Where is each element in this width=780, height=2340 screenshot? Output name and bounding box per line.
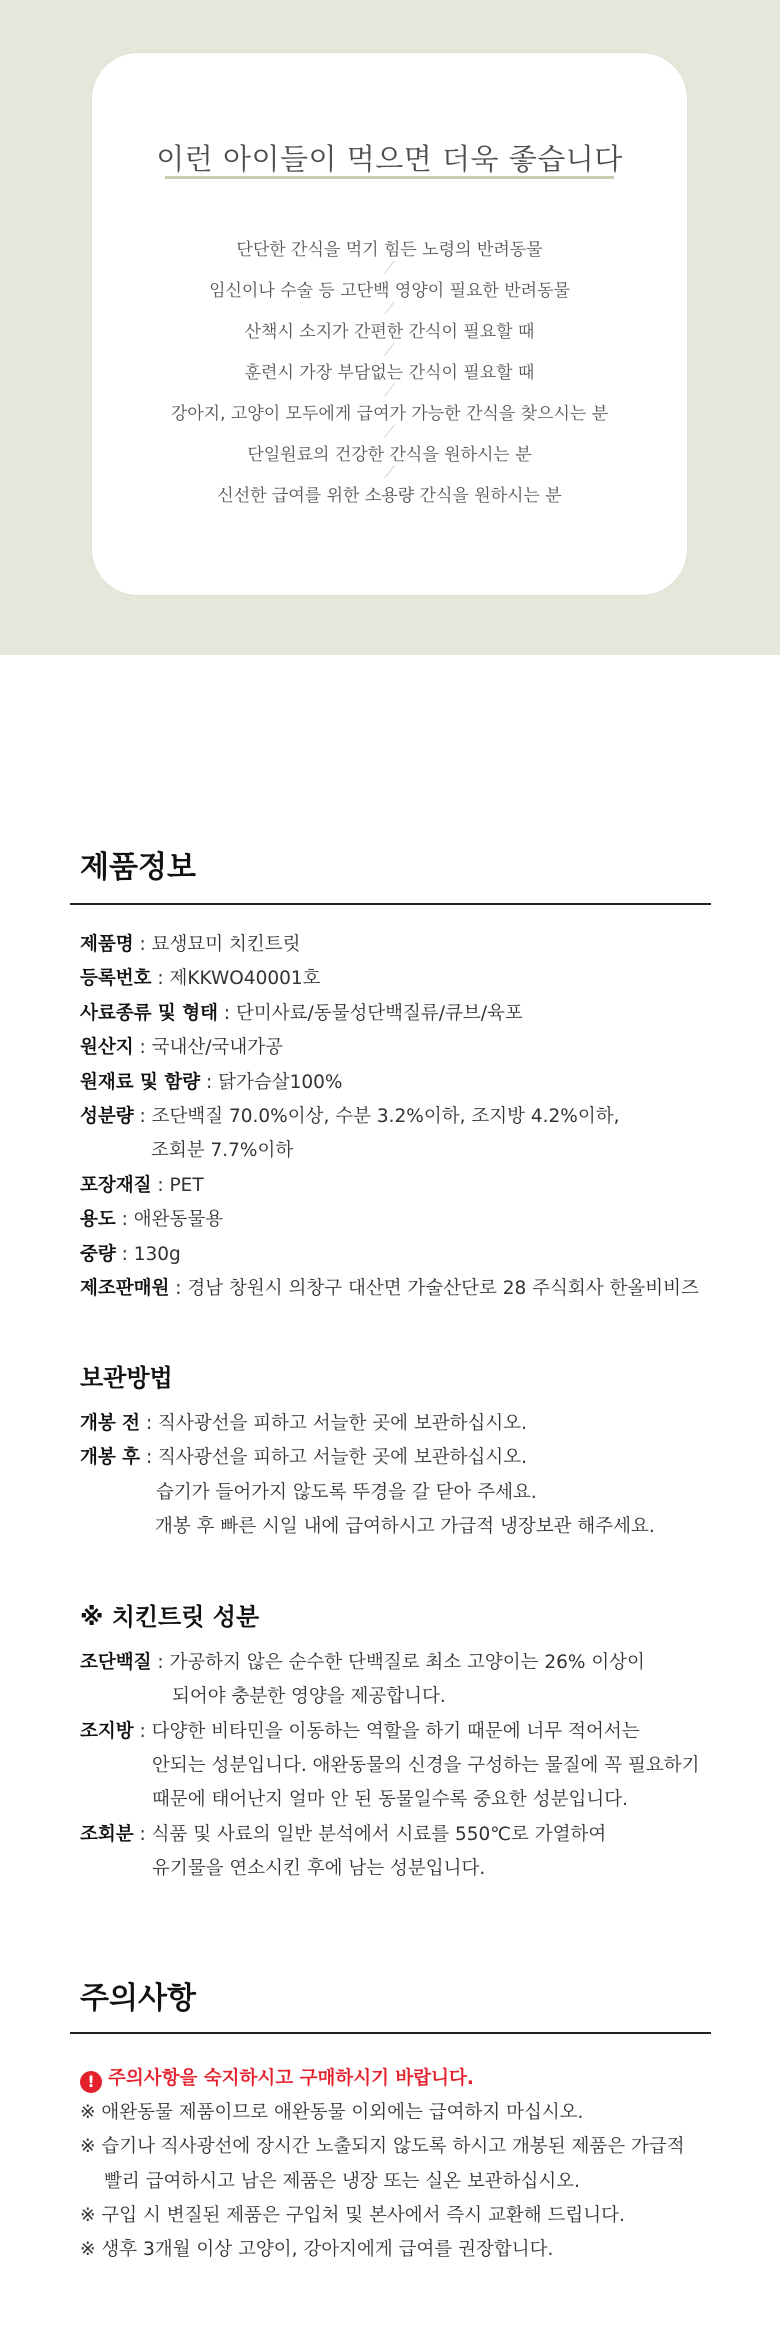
storage-title: 보관방법 bbox=[80, 1364, 173, 1392]
info-row bbox=[80, 1240, 181, 1266]
info-value: : 애완동물용 bbox=[115, 1209, 224, 1231]
caution-divider bbox=[70, 2032, 711, 2034]
info-label: 원재료 및 함량 bbox=[80, 1071, 201, 1093]
info-row bbox=[80, 999, 523, 1025]
info-value: : 경남 창원시 의창구 대산면 가술산단로 28 주식회사 한올비비즈 bbox=[169, 1278, 699, 1299]
card-title: 이런 아이들이 먹으면 더욱 좋습니다 bbox=[156, 142, 623, 176]
slash-divider bbox=[384, 342, 395, 355]
info-label: 용도 bbox=[80, 1209, 116, 1231]
info-value: 조회분 7.7%이하 bbox=[151, 1140, 294, 1162]
recommendation-card bbox=[92, 53, 687, 595]
info-row bbox=[152, 1854, 485, 1880]
info-label: 개봉 전 bbox=[80, 1413, 141, 1434]
recommendation-item: 강아지, 고양이 모두에게 급여가 가능한 간식을 찾으시는 분 bbox=[170, 404, 609, 424]
recommendation-item: 임신이나 수술 등 고단백 영양이 필요한 반려동물 bbox=[209, 281, 570, 301]
info-row bbox=[80, 1820, 606, 1846]
info-value: : 식품 및 사료의 일반 분석에서 시료를 550℃로 가열하여 bbox=[133, 1823, 607, 1845]
info-row bbox=[80, 1068, 342, 1094]
caution-title: 주의사항 bbox=[80, 1981, 196, 2016]
info-label: 성분량 bbox=[80, 1106, 134, 1127]
info-row bbox=[80, 1205, 223, 1231]
info-label: 제조판매원 bbox=[80, 1278, 170, 1299]
info-value: : 제KKWO40001호 bbox=[151, 968, 321, 990]
info-value: 습기가 들어가지 않도록 뚜경을 갈 닫아 주세요. bbox=[156, 1481, 537, 1503]
info-value: : 가공하지 않은 순수한 단백질로 최소 고양이는 26% 이상이 bbox=[151, 1652, 645, 1673]
info-label: 원산지 bbox=[80, 1037, 134, 1059]
info-label: 제품명 bbox=[80, 934, 134, 955]
exclamation-icon: ! bbox=[80, 2071, 102, 2093]
info-label: 조단백질 bbox=[80, 1652, 152, 1673]
info-row bbox=[172, 1682, 446, 1708]
info-value: : 닭가슴살100% bbox=[200, 1071, 343, 1093]
caution-item: ※ 애완동물 제품이므로 애완동물 이외에는 급여하지 마십시오. bbox=[80, 2102, 584, 2123]
info-row bbox=[152, 1785, 628, 1811]
info-row bbox=[80, 1409, 527, 1435]
info-value: : 국내산/국내가공 bbox=[133, 1037, 283, 1059]
info-row bbox=[80, 1171, 204, 1197]
info-label: 조회분 bbox=[80, 1823, 134, 1845]
recommendation-item: 훈련시 가장 부담없는 간식이 필요할 때 bbox=[244, 363, 535, 383]
info-row bbox=[80, 1443, 527, 1469]
info-value: 안되는 성분입니다. 애완동물의 신경을 구성하는 물질에 꼭 필요하기 bbox=[152, 1754, 700, 1776]
info-value: : 130g bbox=[115, 1243, 181, 1265]
product-info-title: 제품정보 bbox=[80, 850, 196, 885]
info-label: 중량 bbox=[80, 1243, 116, 1265]
info-row bbox=[80, 964, 321, 990]
caution-item: ※ 습기나 직사광선에 장시간 노출되지 않도록 하시고 개봉된 제품은 가급적 bbox=[80, 2136, 685, 2158]
info-label: 조지방 bbox=[80, 1720, 134, 1742]
info-value: : PET bbox=[151, 1174, 204, 1196]
info-value: : 조단백질 70.0%이상, 수분 3.2%이하, 조지방 4.2%이하, bbox=[133, 1106, 620, 1127]
info-row bbox=[156, 1478, 537, 1504]
info-value: : 직사광선을 피하고 서늘한 곳에 보관하십시오. bbox=[140, 1447, 528, 1469]
info-label: 개봉 후 bbox=[80, 1447, 141, 1469]
caution-warning bbox=[80, 2064, 474, 2093]
info-row bbox=[80, 1274, 699, 1300]
info-row bbox=[151, 1136, 293, 1162]
info-value: 때문에 태어난지 얼마 안 된 동물일수록 중요한 성분입니다. bbox=[152, 1789, 628, 1811]
info-value: : 다양한 비타민을 이동하는 역할을 하기 때문에 너무 적어서는 bbox=[133, 1720, 640, 1742]
info-value: 개봉 후 빠른 시일 내에 급여하시고 가급적 냉장보관 해주세요. bbox=[155, 1515, 655, 1537]
info-label: 포장재질 bbox=[80, 1174, 152, 1196]
info-value: : 묘생묘미 치킨트릿 bbox=[133, 934, 301, 955]
recommendation-item: 단일원료의 건강한 간식을 원하시는 분 bbox=[247, 445, 532, 465]
info-label: 사료종류 및 형태 bbox=[80, 1002, 218, 1024]
card-title-underline bbox=[165, 176, 614, 179]
recommendation-item: 단단한 간식을 먹기 힘든 노령의 반려동물 bbox=[236, 240, 543, 260]
info-label: 등록번호 bbox=[80, 968, 152, 990]
info-row bbox=[155, 1512, 655, 1538]
slash-divider bbox=[384, 260, 395, 273]
info-row bbox=[152, 1751, 699, 1777]
info-value: 되어야 충분한 영양을 제공합니다. bbox=[172, 1686, 446, 1708]
info-row bbox=[80, 930, 300, 956]
info-value: : 단미사료/동물성단백질류/큐브/육포 bbox=[217, 1002, 523, 1024]
info-value: : 직사광선을 피하고 서늘한 곳에 보관하십시오. bbox=[140, 1413, 528, 1434]
slash-divider bbox=[384, 301, 395, 314]
caution-warning-text: 주의사항을 숙지하시고 구매하시기 바랍니다. bbox=[108, 2068, 474, 2089]
info-value: 유기물을 연소시킨 후에 남는 성분입니다. bbox=[152, 1857, 486, 1879]
caution-item: ※ 생후 3개월 이상 고양이, 강아지에게 급여를 권장합니다. bbox=[80, 2239, 554, 2261]
recommendation-item: 산책시 소지가 간편한 간식이 필요할 때 bbox=[244, 322, 535, 342]
slash-divider bbox=[384, 383, 395, 396]
recommendation-item: 신선한 급여를 위한 소용량 간식을 원하시는 분 bbox=[217, 486, 562, 506]
product-info-divider bbox=[70, 903, 711, 905]
caution-item: ※ 구입 시 변질된 제품은 구입처 및 본사에서 즉시 교환해 드립니다. bbox=[80, 2204, 625, 2226]
ingredients-title: ※ 치킨트릿 성분 bbox=[80, 1603, 260, 1631]
info-row bbox=[80, 1102, 620, 1128]
info-row bbox=[80, 1717, 640, 1743]
slash-divider bbox=[384, 424, 395, 437]
info-row bbox=[80, 1648, 645, 1674]
slash-divider bbox=[384, 465, 395, 478]
info-row bbox=[80, 1033, 283, 1059]
caution-item: 빨리 급여하시고 남은 제품은 냉장 또는 실온 보관하십시오. bbox=[104, 2170, 580, 2192]
